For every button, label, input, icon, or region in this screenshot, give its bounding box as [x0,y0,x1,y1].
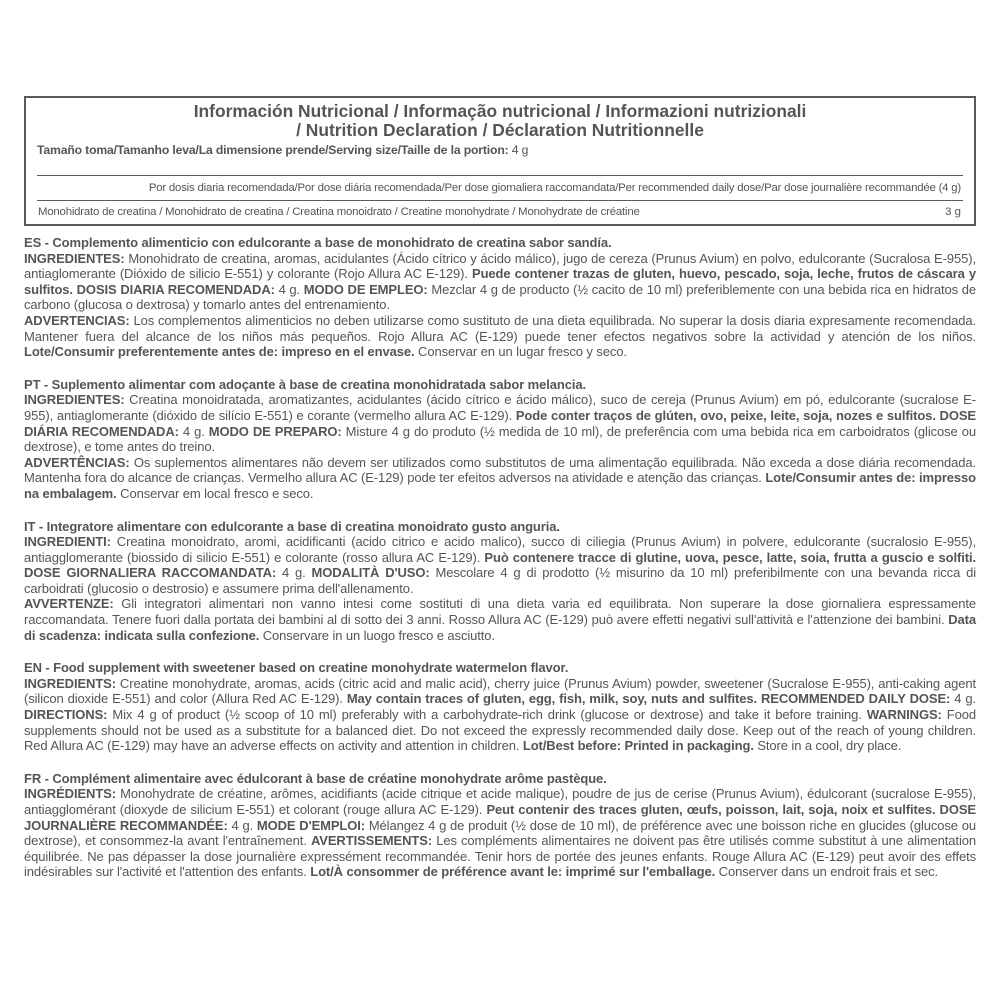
ingredients-heading: INGREDIENTES: [24,392,125,408]
warnings-text: Gli integratori alimentari non vanno intesi come sostituti di una dieta varia ed equilibrata. Non superare la dose giornaliera espressamente raccomandata. Tenere fuori dalla portata dei bambini al di sotto dei 3 anni. Rosso Allura AC (E-129) può avere effetti negativi sull'attività e l'attenzione dei bambini. [24,596,976,628]
lot-heading: Lote/Consumir preferentemente antes de: impreso en el envase. [24,344,415,360]
allergens-dose-heading: May contain traces of gluten, egg, fish, milk, soy, nuts and sulfites. RECOMMENDED DAILY DOSE: [346,691,951,707]
ingredients-heading: INGREDIENTES: [24,250,125,266]
ingredients-paragraph [24,534,976,596]
nutrient-row-label: Monohidrato de creatina / Monohidrato de creatina / Creatina monoidrato / Creatine monohydrate / Monohydrate de créatine [38,206,640,218]
storage-text: Conservare in un luogo fresco e asciutto. [259,627,495,643]
allergens-dose-heading: Pode conter traços de glúten, ovo, peixe, leite, soja, nozes e sulfitos. DOSE DIÁRIA RECOMENDADA: [24,407,977,439]
ingredients-text: Creatina monoidratada, aromatizantes, acidulantes (ácido cítrico e ácido málico), suco de cereja (Prunus Avium) em pó, edulcorante (sucralose E-955), antiaglomerante (dióxido de silício E-551) e corante (vermelho allura AC E-129). [24,392,976,423]
directions-text: Mix 4 g of product (½ scoop of 10 ml) preferably with a carbohydrate-rich drink (glucose or dextrose) and take it before training. [107,707,867,723]
warnings-heading: AVERTISSEMENTS: [310,833,433,849]
ingredients-paragraph [24,786,976,880]
language-sections [24,235,976,897]
section-es [24,235,976,360]
directions-text: Mescolare 4 g di prodotto (½ misurino da 10 ml) preferibilmente con una bevanda ricca di carboidrati (glucosio o destrosio) e assumere prima dell'allenamento. [24,565,976,596]
directions-heading: MODO DE EMPLEO: [303,281,428,297]
allergens-dose-heading: Puede contener trazas de gluten, huevo, pescado, soja, leche, frutos de cáscara y sulfitos. DOSIS DIARIA RECOMENDADA: [24,266,976,297]
section-title: ES - Complemento alimenticio con edulcorante a base de monohidrato de creatina sabor sandía. [24,235,612,250]
nutrition-table [24,96,976,226]
directions-heading: MODALITÀ D'USO: [311,565,430,581]
section-fr [24,771,976,880]
table-divider-middle [37,200,963,201]
section-title: IT - Integratore alimentare con edulcorante a base di creatina monoidrato gusto anguria. [24,518,560,534]
warnings-text: Os suplementos alimentares não devem ser utilizados como substitutos de uma alimentação equilibrada. Não exceda a dose diária recomendada. Mantenha fora do alcance de crianças. Vermelho allura AC (E-129) pode ter efeitos adversos na atividade e atenção das crianças. [24,454,976,486]
nutrition-title-line-2: / Nutrition Declaration / Déclaration Nutritionnelle [296,120,704,140]
directions-text: Mezclar 4 g de producto (½ cacito de 10 ml) preferiblemente con una bebida rica en hidratos de carbono (glucosa o dextrosa) y tomarlo antes del entrenamiento. [24,281,977,313]
warnings-text: Food supplements should not be used as a substitute for a balanced diet. Do not exceed the expressly recommended daily dose. Keep out of the reach of young children. Red Allura AC (E-129) may have an adverse effects on activity and attention in children. [24,707,976,754]
ingredients-text: Creatina monoidrato, aromi, acidificanti (acido citrico e acido malico), succo di ciliegia (Prunus Avium) in polvere, edulcorante (sucralosio E-955), antiagglomerante (biossido di silicio E-551) e colorante (rosso allura AC E-129). [24,534,976,565]
warnings-heading: WARNINGS: [866,707,942,723]
ingredients-heading: INGREDIENTS: [24,675,116,691]
allergens-dose-heading: Può contenere tracce di glutine, uova, pesce, latte, soia, frutta a guscio e solfiti. DOSE GIORNALIERA RACCOMANDATA: [24,549,976,581]
directions-text: Misture 4 g do produto (½ medida de 10 ml), de preferência com uma bebida rica em carboidratos (glicose ou dextrose), e tome antes do treino. [24,423,976,455]
ingredients-paragraph [24,676,976,754]
nutrition-title [26,102,974,140]
storage-text: Conserver dans un endroit frais et sec. [715,864,939,880]
allergens-dose-heading: Peut contenir des traces gluten, œufs, poisson, lait, soja, noix et sulfites. DOSE JOURNALIÈRE RECOMMANDÉE: [24,802,976,833]
directions-heading: DIRECTIONS: [24,707,108,723]
nutrition-title-line-1: Información Nutricional / Informação nutricional / Informazioni nutrizionali [193,101,807,121]
storage-text: Store in a cool, dry place. [753,738,902,754]
storage-text: Conservar en un lugar fresco y seco. [414,344,627,360]
storage-text: Conservar em local fresco e seco. [116,485,314,501]
directions-heading: MODO DE PREPARO: [208,423,342,439]
section-title: PT - Suplemento alimentar com adoçante à base de creatina monohidratada sabor melancia. [24,376,587,392]
ingredients-paragraph [24,251,976,313]
section-en [24,660,976,754]
dose-text: 4 g. [274,281,304,297]
warnings-heading: ADVERTENCIAS: [24,312,130,328]
dose-text: 4 g. [950,691,976,707]
warnings-text: Los complementos alimenticios no deben utilizarse como sustituto de una dieta equilibrada. No superar la dosis diaria expresamente recomendada. Mantener fuera del alcance de los niños más pequeños. Rojo Allura AC (E-129) puede tener efectos negativos sobre la actividad y atención de los niños. [24,312,976,344]
warnings-heading: ADVERTÊNCIAS: [24,454,130,470]
nutrient-row-value: 3 g [945,206,961,218]
lot-heading: Lot/À consommer de préférence avant le: imprimé sur l'emballage. [310,864,716,880]
lot-heading: Lot/Best before: Printed in packaging. [522,738,754,754]
section-it [24,519,976,644]
dose-text: 4 g. [178,423,209,439]
dose-column-header: Por dosis diaria recomendada/Por dose diária recomendada/Per dose giornaliera raccomandata/Per recommended daily dose/Par dose journalière recommandée (4 g) [148,182,961,194]
table-divider-top [37,175,963,176]
warnings-paragraph [24,455,976,502]
serving-size [37,143,528,157]
lot-heading: Lote/Consumir antes de: impresso na embalagem. [24,470,977,501]
section-title: EN - Food supplement with sweetener based on creatine monohydrate watermelon flavor. [24,660,569,676]
serving-size-value: 4 g [508,143,529,157]
ingredients-heading: INGRÉDIENTS: [24,786,116,802]
warnings-heading: AVVERTENZE: [24,596,114,612]
dose-text: 4 g. [227,817,257,833]
ingredients-text: Monohydrate de créatine, arômes, acidifiants (acide citrique et acide malique), poudre de jus de cerise (Prunus Avium), édulcorant (sucralose E-955), antiagglomérant (dioxyde de silicium E-551) et colorant (rouge allura AC E-129). [24,786,976,817]
ingredients-text: Creatine monohydrate, aromas, acids (citric acid and malic acid), cherry juice (Prunus Avium) powder, sweetener (Sucralose E-955), anti-caking agent (silicon dioxide E-551) and color (Allura Red AC E-129). [24,675,976,707]
serving-size-label: Tamaño toma/Tamanho leva/La dimensione prende/Serving size/Taille de la portion: [37,143,509,157]
section-pt [24,377,976,502]
ingredients-text: Monohidrato de creatina, aromas, acidulantes (Ácido cítrico y ácido málico), jugo de cereza (Prunus Avium) en polvo, edulcorante (Sucralosa E-955), antiaglomerante (Dióxido de silicio E-551) y colorante (Rojo Allura AC E-129). [24,250,976,282]
ingredients-heading: INGREDIENTI: [24,534,111,550]
directions-heading: MODE D'EMPLOI: [256,817,366,833]
directions-text: Mélangez 4 g de produit (½ dose de 10 ml), de préférence avec une boisson riche en glucides (glucose ou dextrose), et consommez-la avant l'entraînement. [24,817,976,849]
dose-text: 4 g. [276,565,312,581]
lot-heading: Data di scadenza: indicata sulla confezione. [24,612,976,643]
ingredients-paragraph [24,392,976,454]
warnings-paragraph [24,313,976,360]
warnings-paragraph [24,596,976,643]
section-title: FR - Complément alimentaire avec édulcorant à base de créatine monohydrate arôme pastèque. [24,770,607,786]
warnings-text: Les compléments alimentaires ne doivent pas être utilisés comme substitut à une alimentation équilibrée. Ne pas dépasser la dose journalière expressément recommandée. Tenir hors de portée des jeunes enfants. Rouge Allura AC (E-129) peut avoir des effets indésirables sur l'activité et l'attention des enfants. [24,833,976,880]
